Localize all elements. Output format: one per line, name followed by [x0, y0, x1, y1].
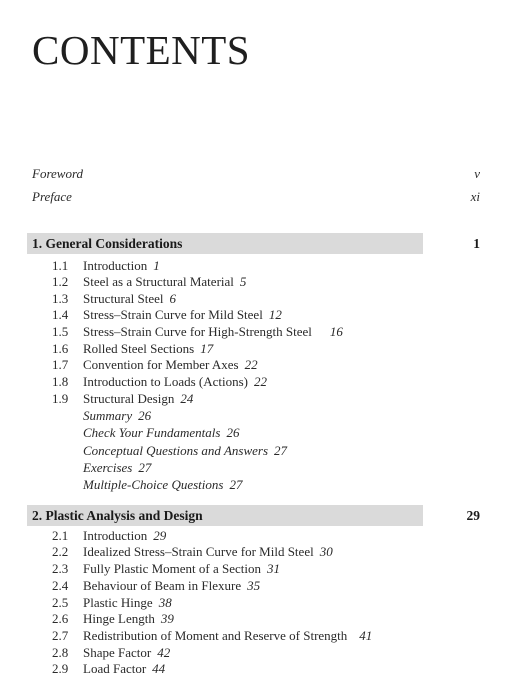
section-title: Plastic Hinge — [83, 595, 153, 610]
subsection-title: Exercises — [83, 460, 133, 475]
toc-entry-1-8[interactable] — [52, 374, 267, 390]
toc-entry-1-2[interactable] — [52, 274, 246, 290]
section-page: 38 — [158, 595, 172, 610]
toc-entry-2-9[interactable] — [52, 661, 165, 677]
section-title: Behaviour of Beam in Flexure — [83, 578, 242, 593]
chapter-1-page: 1 — [473, 236, 480, 251]
toc-entry-1-1[interactable] — [52, 258, 160, 274]
toc-entry-1-5[interactable] — [52, 324, 343, 340]
section-page: 35 — [247, 578, 261, 593]
subsection-page: 27 — [274, 443, 288, 458]
section-title: Structural Design — [83, 391, 175, 406]
section-page: 39 — [160, 611, 174, 626]
subsection-title: Conceptual Questions and Answers — [83, 443, 269, 458]
section-page: 29 — [153, 528, 167, 543]
toc-subentry-exercises[interactable] — [83, 460, 151, 476]
section-number: 2.7 — [52, 628, 69, 643]
section-page: 24 — [180, 391, 194, 406]
section-number: 1.6 — [52, 341, 69, 356]
section-number: 1.2 — [52, 274, 69, 289]
toc-subentry-conceptual-questions[interactable] — [83, 443, 287, 459]
section-page: 12 — [268, 307, 282, 322]
chapter-2-page: 29 — [466, 508, 480, 523]
section-page: 1 — [153, 258, 160, 273]
front-matter-preface[interactable] — [32, 189, 480, 205]
subsection-title: Summary — [83, 408, 133, 423]
chapter-2-title[interactable]: 2. Plastic Analysis and Design — [32, 508, 203, 523]
section-number: 2.3 — [52, 561, 69, 576]
section-title: Idealized Stress–Strain Curve for Mild Steel — [83, 544, 314, 559]
section-page: 22 — [244, 357, 258, 372]
subsection-title: Check Your Fundamentals — [83, 425, 221, 440]
section-number: 1.1 — [52, 258, 69, 273]
section-page: 17 — [200, 341, 214, 356]
section-title: Hinge Length — [83, 611, 155, 626]
section-number: 2.2 — [52, 544, 69, 559]
subsection-title: Multiple-Choice Questions — [83, 477, 224, 492]
toc-entry-1-4[interactable] — [52, 307, 282, 323]
section-number: 1.9 — [52, 391, 69, 406]
toc-entry-1-6[interactable] — [52, 341, 213, 357]
toc-subentry-summary[interactable] — [83, 408, 151, 424]
toc-entry-2-7[interactable] — [52, 628, 372, 644]
section-page: 16 — [329, 324, 343, 339]
front-matter-label: Preface — [32, 189, 72, 204]
section-number: 1.7 — [52, 357, 69, 372]
front-matter-label: Foreword — [32, 166, 84, 181]
toc-entry-2-3[interactable] — [52, 561, 280, 577]
section-number: 1.3 — [52, 291, 69, 306]
section-title: Introduction — [83, 258, 148, 273]
toc-entry-2-4[interactable] — [52, 578, 260, 594]
subsection-page: 26 — [226, 425, 240, 440]
toc-entry-2-2[interactable] — [52, 544, 333, 560]
section-title: Stress–Strain Curve for High-Strength Steel — [83, 324, 312, 339]
section-number: 2.8 — [52, 645, 69, 660]
section-number: 1.4 — [52, 307, 69, 322]
section-title: Convention for Member Axes — [83, 357, 239, 372]
section-page: 30 — [319, 544, 333, 559]
section-page: 6 — [169, 291, 177, 306]
front-matter-page: xi — [470, 189, 480, 204]
section-title: Structural Steel — [83, 291, 164, 306]
section-title: Fully Plastic Moment of a Section — [83, 561, 262, 576]
subsection-page: 27 — [138, 460, 152, 475]
toc-entry-1-3[interactable] — [52, 291, 176, 307]
section-title: Introduction to Loads (Actions) — [83, 374, 248, 389]
section-number: 2.4 — [52, 578, 69, 593]
section-title: Introduction — [83, 528, 148, 543]
section-page: 42 — [157, 645, 171, 660]
section-number: 2.9 — [52, 661, 69, 676]
section-page: 5 — [239, 274, 247, 289]
section-page: 31 — [267, 561, 281, 576]
toc-entry-2-6[interactable] — [52, 611, 174, 627]
toc-entry-2-1[interactable] — [52, 528, 166, 544]
section-number: 1.5 — [52, 324, 69, 339]
section-title: Stress–Strain Curve for Mild Steel — [83, 307, 263, 322]
page-title: CONTENTS — [32, 27, 251, 73]
subsection-page: 27 — [229, 477, 243, 492]
chapter-1-title[interactable]: 1. General Considerations — [32, 236, 183, 251]
subsection-page: 26 — [138, 408, 152, 423]
toc-entry-1-7[interactable] — [52, 357, 258, 373]
section-number: 1.8 — [52, 374, 69, 389]
section-title: Steel as a Structural Material — [83, 274, 234, 289]
section-title: Rolled Steel Sections — [83, 341, 195, 356]
section-title: Shape Factor — [83, 645, 152, 660]
front-matter-foreword[interactable] — [32, 166, 480, 182]
section-title: Load Factor — [83, 661, 147, 676]
section-page: 41 — [359, 628, 373, 643]
toc-entry-2-5[interactable] — [52, 595, 172, 611]
section-number: 2.1 — [52, 528, 69, 543]
toc-subentry-multiple-choice[interactable] — [83, 477, 242, 493]
section-page: 44 — [152, 661, 166, 676]
toc-subentry-check-fundamentals[interactable] — [83, 425, 239, 441]
toc-entry-2-8[interactable] — [52, 645, 170, 661]
section-title: Redistribution of Moment and Reserve of Strength — [83, 628, 348, 643]
section-number: 2.5 — [52, 595, 69, 610]
toc-entry-1-9[interactable] — [52, 391, 193, 407]
section-number: 2.6 — [52, 611, 69, 626]
section-page: 22 — [254, 374, 267, 389]
front-matter-page: v — [474, 166, 480, 181]
